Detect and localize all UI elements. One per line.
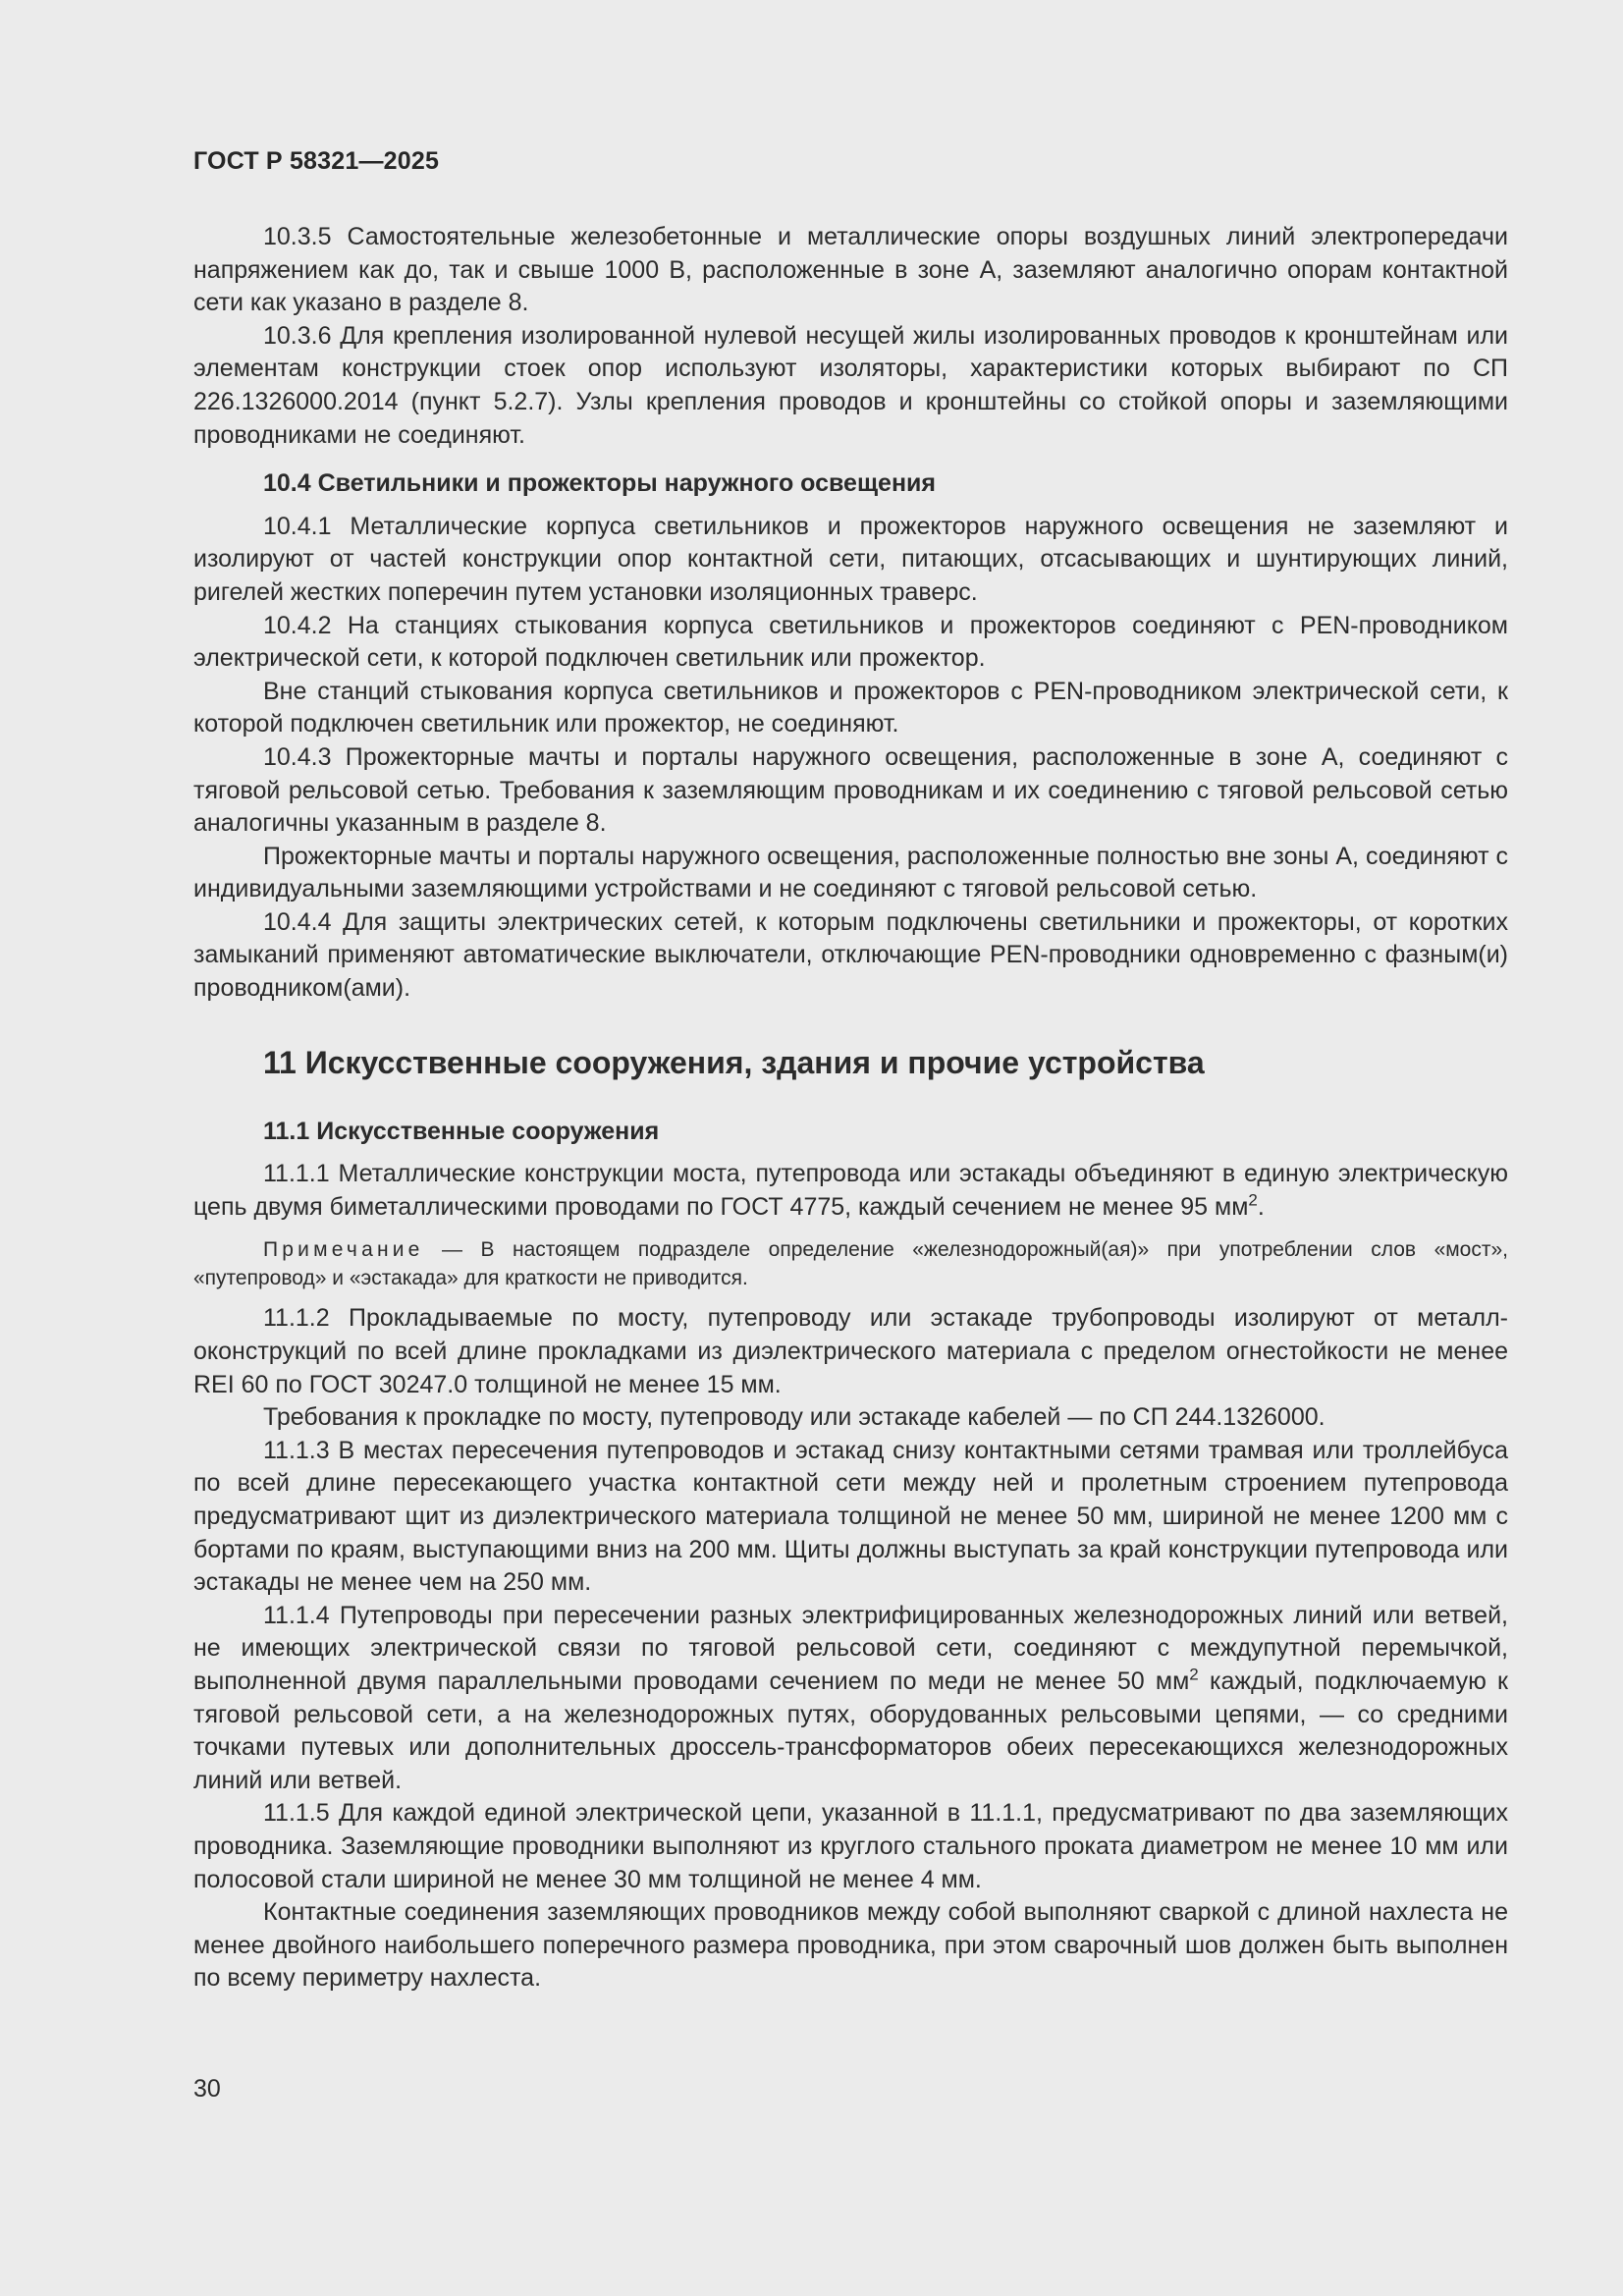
paragraph-11-1-3: 11.1.3 В местах пересечения путепроводов и эстакад снизу контактными сетями трамвая или троллейбуса по всей длине пересекающего участка контактной сети между ней и пролетным строением путепровода предусматривают щит из диэлектрического материала толщиной не менее 50 мм, шириной не менее 1200 мм с бортами по краям, выступающими вниз на 200 мм. Щиты должны выступать за край конструкции путепровода или эстакады не менее чем на 250 мм. (193, 1436, 1508, 1597)
paragraph-11-1-1-text: 11.1.1 Металлические конструкции моста, путепровода или эстакады объединяют в единую электрическую цепь двумя биметаллическими проводами по ГОСТ 4775, каждый сечением не менее 95 мм (193, 1160, 1508, 1221)
paragraph-10-4-2: 10.4.2 На станциях стыкования корпуса светильников и прожекторов соединяют с PEN-проводником электрической сети, к которой подключен светильник или прожектор. (193, 611, 1508, 673)
paragraph-11-1-5: 11.1.5 Для каждой единой электрической цепи, указанной в 11.1.1, предусматривают по два заземляющих проводника. Заземляющие проводники выполняют из круглого стального проката диаметром не менее 10 мм или полосовой стали шириной не менее 30 мм толщиной не менее 4 мм. (193, 1799, 1508, 1893)
paragraph-10-4-3-continued: Прожекторные мачты и порталы наружного освещения, расположенные полностью вне зоны А, соединяют с индивидуальными заземляющими устройствами и не соединяют с тяговой рельсовой сетью. (193, 842, 1508, 903)
paragraph-10-4-1: 10.4.1 Металлические корпуса светильников и прожекторов наружного освещения не заземляют и изолируют от частей конструкции опор контактной сети, питающих, отсасывающих и шунтирующих линий, ригелей жестких поперечин путем установки изоляционных траверс. (193, 512, 1508, 606)
paragraph-11-1-4-text-b: каждый, подключаемую к тяговой рельсовой сети, а на железнодорожных путях, оборудованных рельсовыми цепями, — со средними точками путевых или дополнительных дроссель-трансформаторов обеих пересекающихся железнодорожных линий или ветвей. (193, 1667, 1508, 1794)
paragraph-11-1-4 (193, 1600, 1508, 1798)
paragraph-11-1-1 (193, 1158, 1508, 1224)
paragraph-11-1-2-continued: Требования к прокладке по мосту, путепроводу или эстакаде кабелей — по СП 244.1326000. (263, 1403, 1325, 1432)
paragraph-11-1-2: 11.1.2 Прокладываемые по мосту, путепроводу или эстакаде трубопроводы изолируют от металлоконструкций по всей длине прокладками из диэлектрического материала с пределом огнестойкости не менее REI 60 по ГОСТ 30247.0 толщиной не менее 15 мм. (193, 1304, 1508, 1398)
paragraph-10-3-6: 10.3.6 Для крепления изолированной нулевой несущей жилы изолированных проводов к кронштейнам или элементам конструкции стоек опор используют изоляторы, характеристики которых выбирают по СП 226.1326000.2014 (пункт 5.2.7). Узлы крепления проводов и кронштейны со стойкой опоры и заземляющими проводниками не соединяют. (193, 321, 1508, 449)
running-header: ГОСТ Р 58321—2025 (193, 147, 440, 175)
superscript-2: 2 (1189, 1665, 1199, 1684)
page-number: 30 (193, 2075, 221, 2103)
paragraph-11-1-4-text-a: 11.1.4 Путепроводы при пересечении разных электрифицированных железнодорожных линий или ветвей, не имеющих электрической связи по тяговой рельсовой сети, соединяют с междупутной перемычкой, выполненной двумя параллельными проводами сечением по меди не менее 50 мм (193, 1601, 1508, 1695)
section-heading-11: 11 Искусственные сооружения, здания и прочие устройства (263, 1044, 1205, 1080)
paragraph-10-4-3: 10.4.3 Прожекторные мачты и порталы наружного освещения, расположенные в зоне А, соединяют с тяговой рельсовой сетью. Требования к заземляющим проводникам и их соединению с тяговой рельсовой сетью аналогичны указанным в разделе 8. (193, 742, 1508, 838)
note-paragraph (193, 1235, 1508, 1292)
paragraph-11-1-1-end: . (1257, 1192, 1265, 1221)
paragraph-10-4-4: 10.4.4 Для защиты электрических сетей, к которым подключены светильники и прожекторы, от коротких замыканий применяют автоматические выключатели, отключающие PEN-проводники одновременно с фазным(и) проводником(ами). (193, 907, 1508, 1003)
superscript-2: 2 (1248, 1190, 1258, 1210)
subsection-heading-11-1: 11.1 Искусственные сооружения (263, 1117, 660, 1145)
paragraph-11-1-5-continued: Контактные соединения заземляющих проводников между собой выполняют сваркой с длиной нахлеста не менее двойного наибольшего поперечного размера проводника, при этом сварочный шов должен быть выполнен по всему периметру нахлеста. (193, 1898, 1508, 1993)
paragraph-10-3-5: 10.3.5 Самостоятельные железобетонные и металлические опоры воздушных линий электропередачи напряжением как до, так и свыше 1000 В, расположенные в зоне А, заземляют аналогично опорам контактной сети как указано в разделе 8. (193, 223, 1508, 317)
subsection-heading-10-4: 10.4 Светильники и прожекторы наружного освещения (263, 469, 937, 498)
note-label: Примечание (263, 1238, 424, 1262)
paragraph-10-4-2-continued: Вне станций стыкования корпуса светильников и прожекторов с PEN-проводником электрической сети, к которой подключен светильник или прожектор, не соединяют. (193, 677, 1508, 738)
note-text: — В настоящем подразделе определение «железнодорожный(ая)» при употреблении слов «мост», «путепровод» и «эстакада» для краткости не приводится. (193, 1238, 1508, 1290)
page-content (193, 221, 1508, 1995)
